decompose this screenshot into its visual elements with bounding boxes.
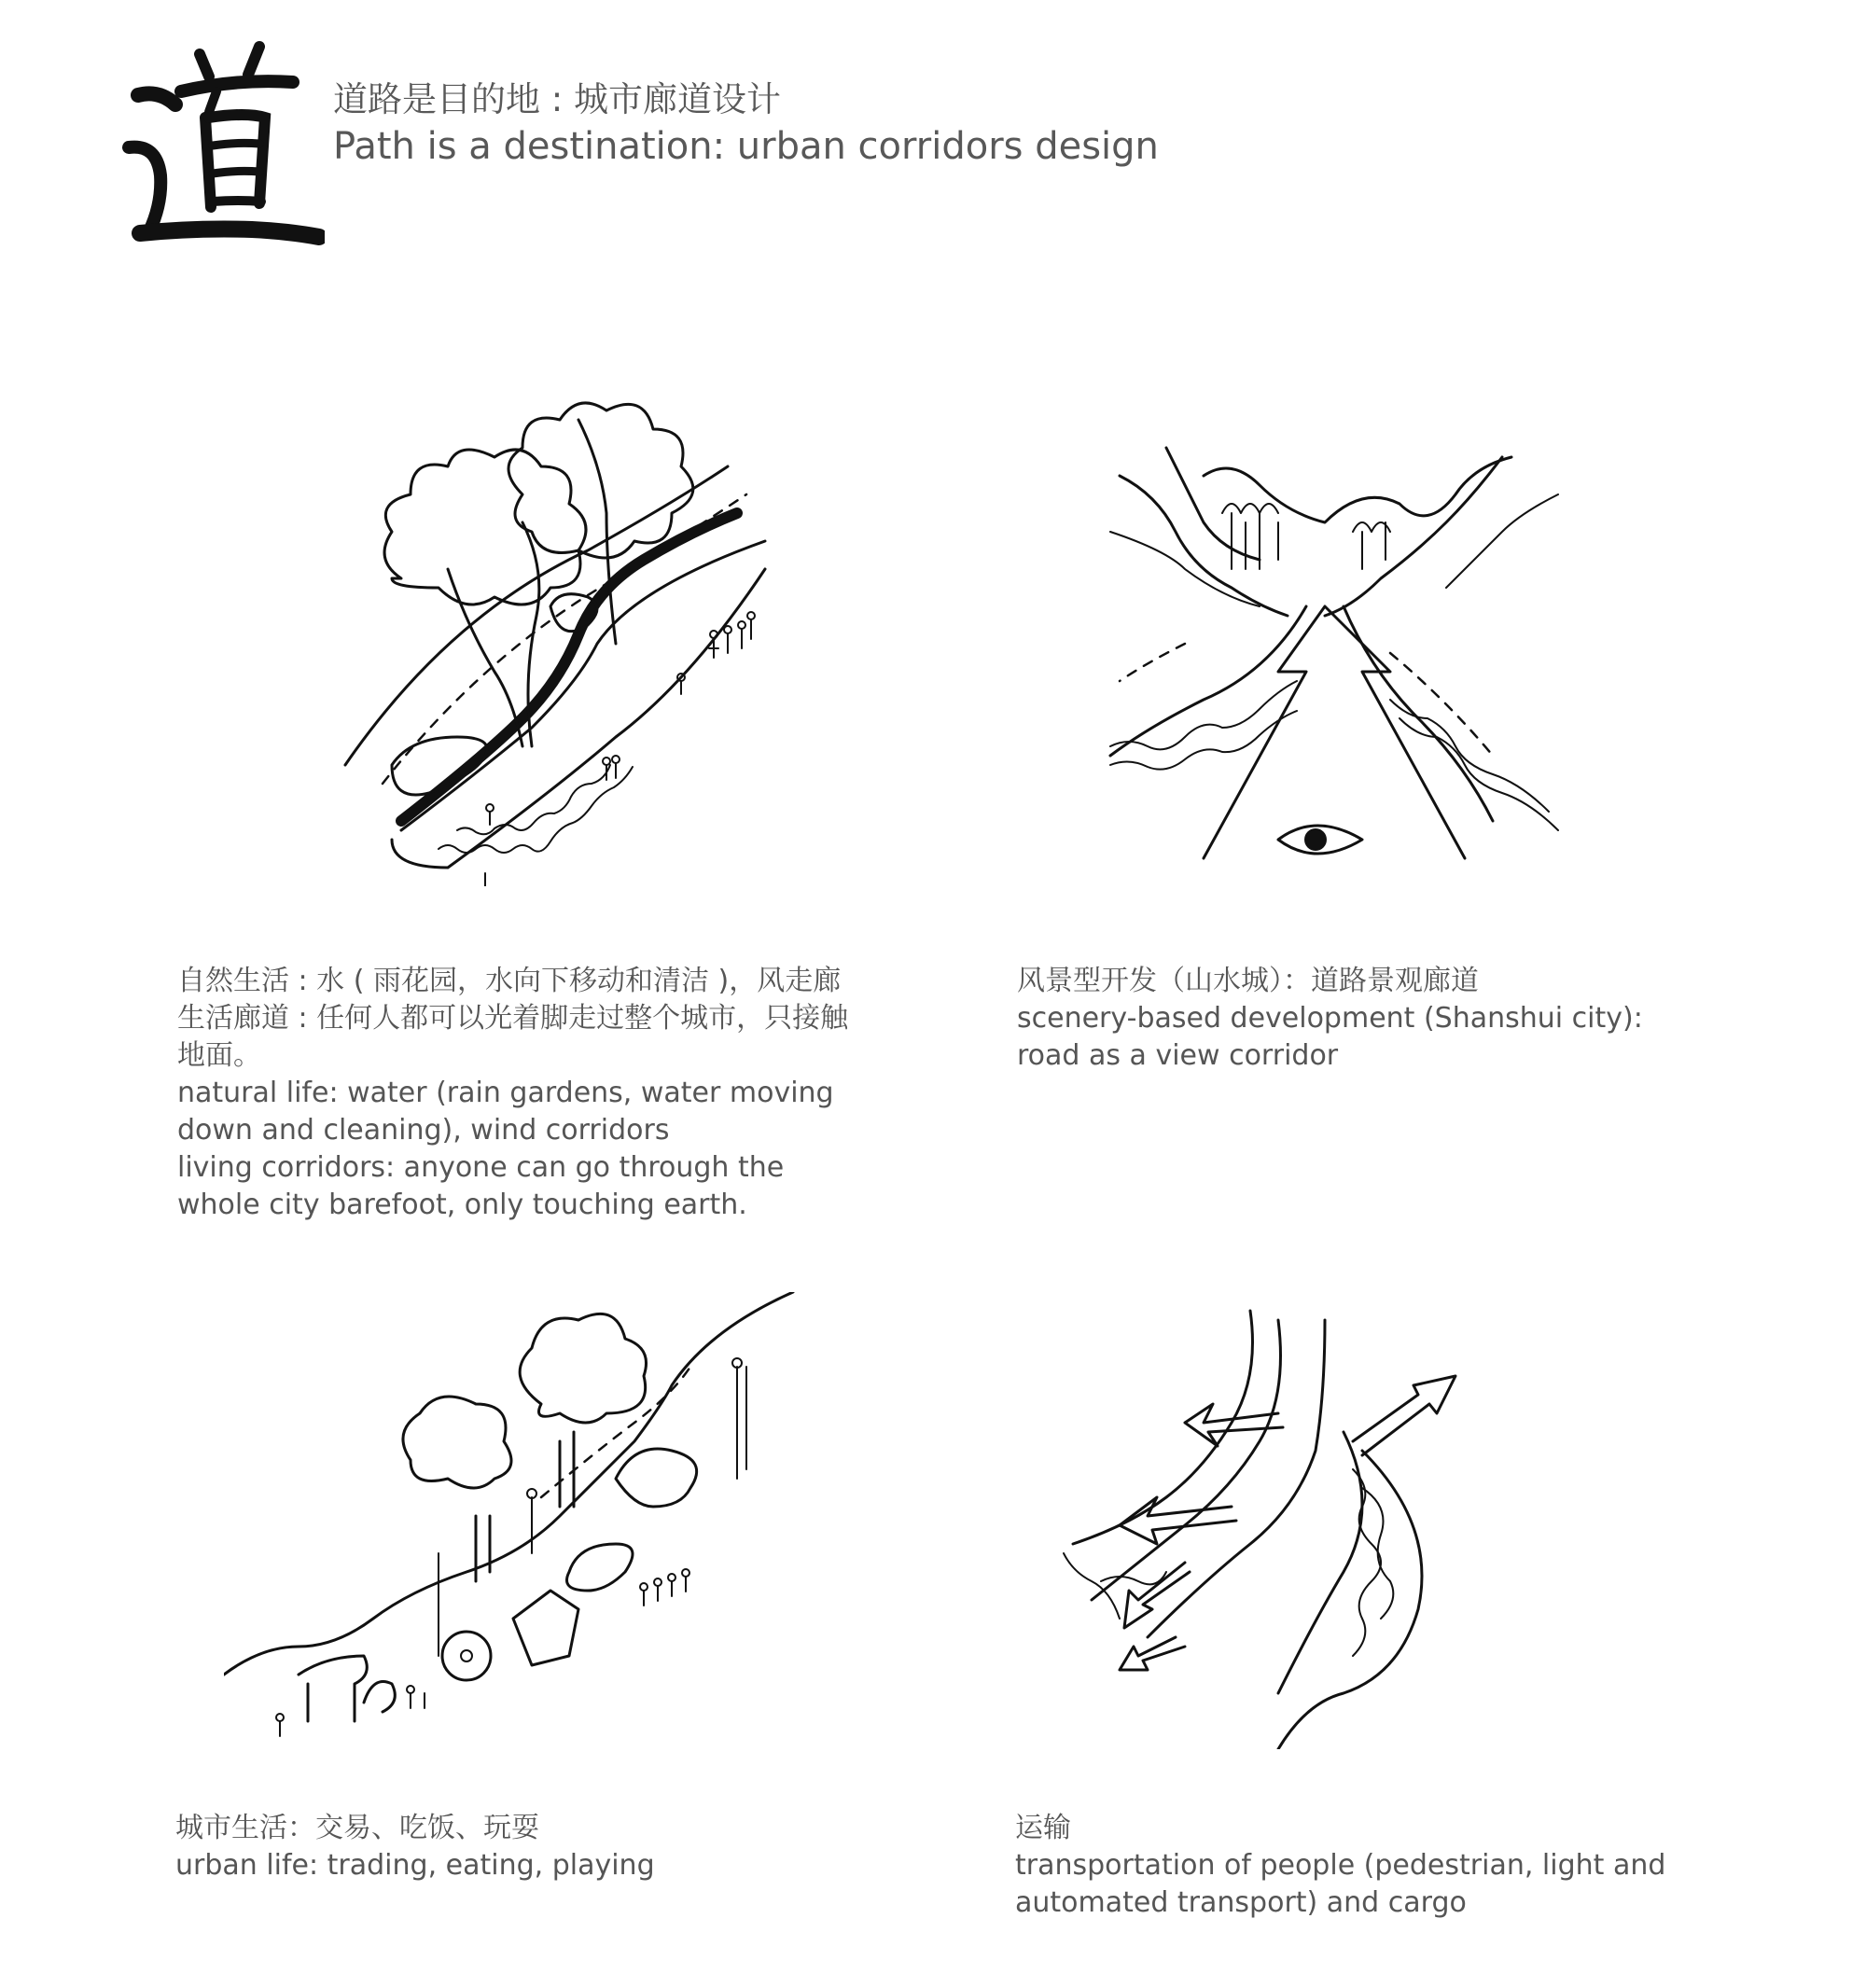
caption-line: scenery-based development (Shanshui city): (1017, 1002, 1643, 1035)
caption-line: 地面。 (177, 1039, 261, 1072)
caption-transportation (1015, 1810, 1665, 1922)
caption-urban-life (175, 1810, 655, 1884)
caption-line: 生活廊道 : 任何人都可以光着脚走过整个城市，只接触 (177, 1002, 849, 1035)
page-title-english: Path is a destination: urban corridors design (333, 125, 1159, 168)
transportation-sketch (1045, 1301, 1530, 1749)
caption-line: road as a view corridor (1017, 1039, 1339, 1072)
page-title-chinese: 道路是目的地 : 城市廊道设计 (333, 79, 781, 119)
caption-line: transportation of people (pedestrian, light and (1015, 1849, 1666, 1882)
caption-line: 运输 (1015, 1812, 1071, 1844)
caption-line: whole city barefoot, only touching earth. (177, 1189, 747, 1221)
caption-line: natural life: water (rain gardens, water moving (177, 1077, 834, 1109)
caption-line: down and cleaning), wind corridors (177, 1114, 670, 1147)
urban-life-sketch (224, 1292, 802, 1740)
calligraphy-dao-icon (119, 37, 325, 261)
caption-line: 城市生活：交易、吃饭、玩耍 (175, 1812, 539, 1844)
caption-line: automated transport) and cargo (1015, 1886, 1467, 1919)
green-corridor-sketch (336, 401, 774, 886)
caption-scenery (1017, 963, 1643, 1075)
caption-line: 自然生活 : 水 ( 雨花园，水向下移动和清洁 )，风走廊 (177, 965, 842, 997)
caption-natural-life (177, 963, 848, 1224)
caption-line: living corridors: anyone can go through the (177, 1151, 785, 1184)
caption-line: urban life: trading, eating, playing (175, 1849, 655, 1882)
caption-line: 风景型开发（山水城）：道路景观廊道 (1017, 965, 1479, 997)
view-corridor-sketch (1092, 420, 1577, 905)
